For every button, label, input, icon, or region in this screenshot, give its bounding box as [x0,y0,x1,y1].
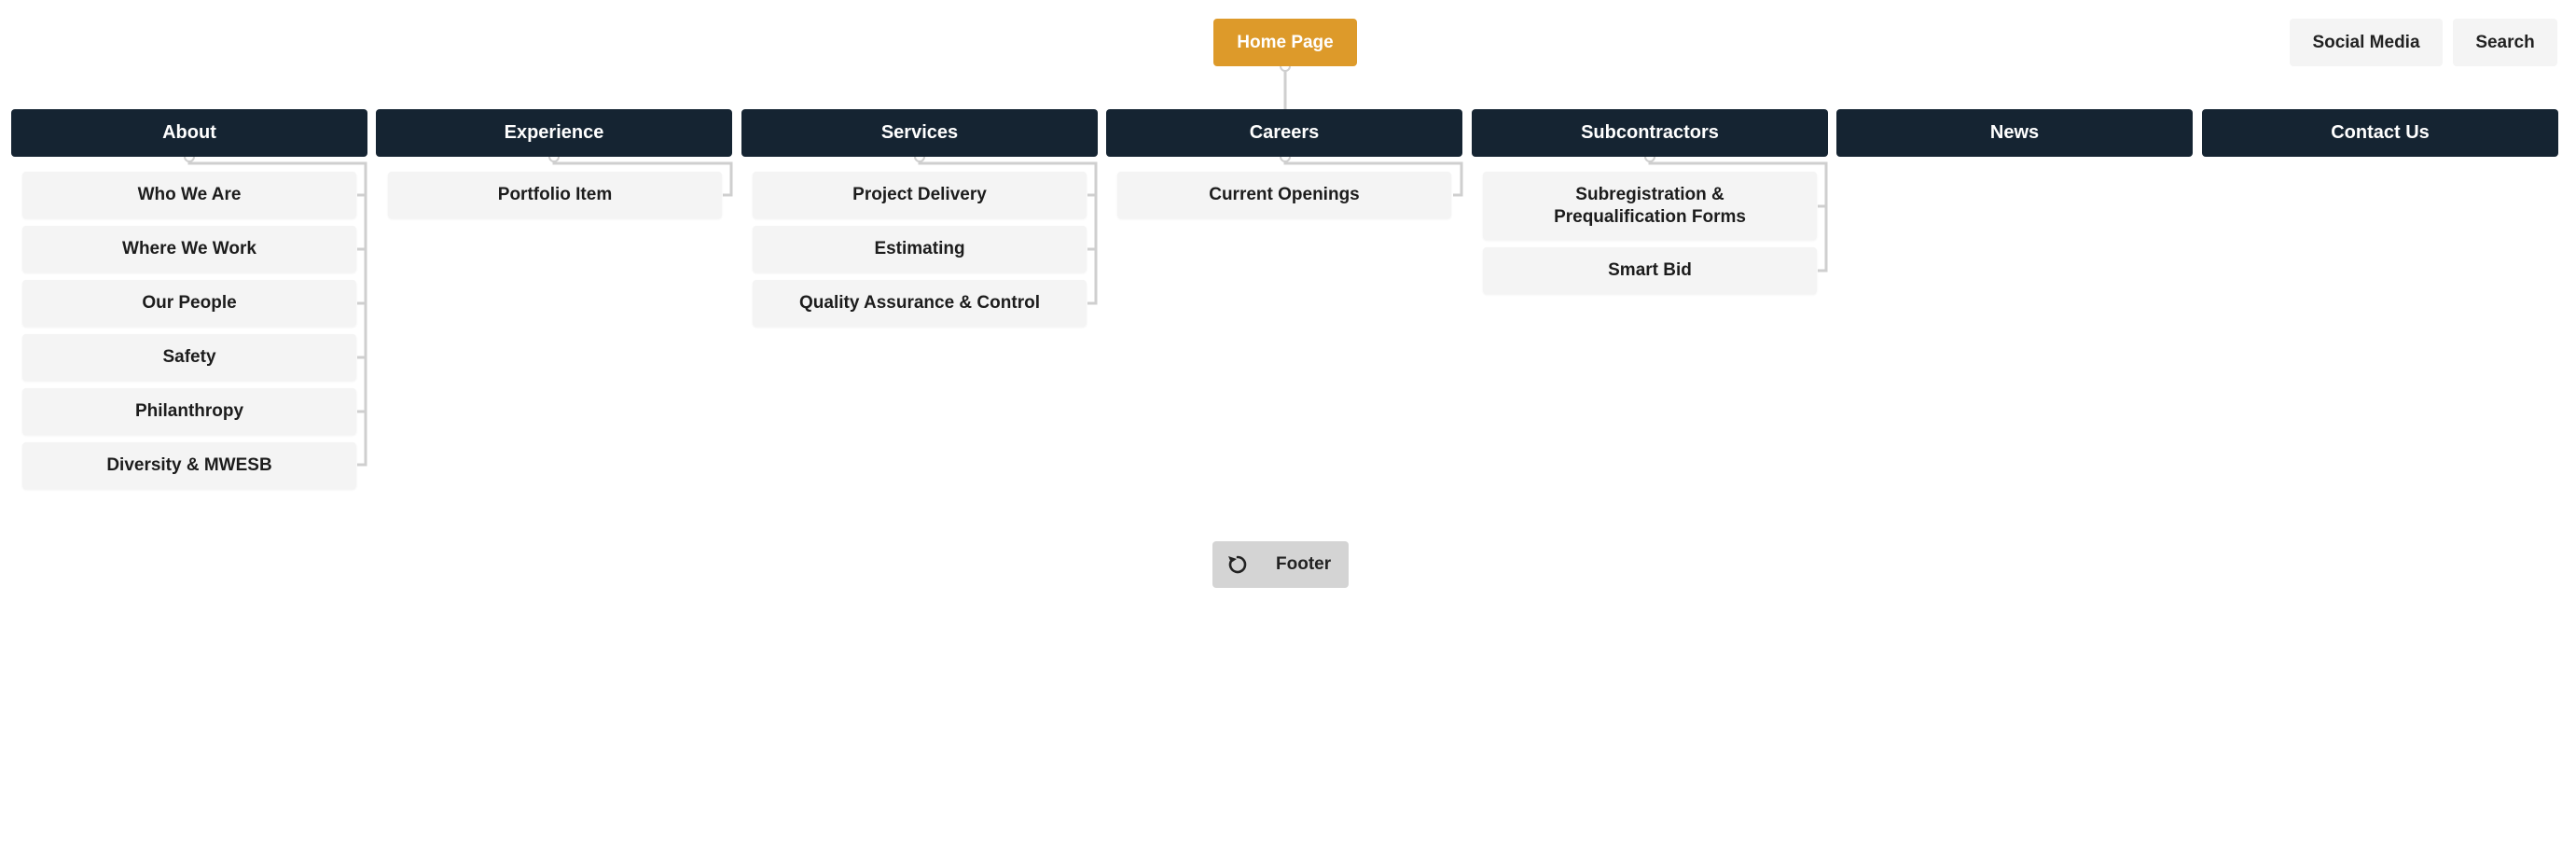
subcontractors-subregistration-forms[interactable]: Subregistration & Prequalification Forms [1483,172,1817,240]
about-who-we-are[interactable]: Who We Are [22,172,356,218]
about-where-we-work[interactable]: Where We Work [22,226,356,272]
subcontractors-smart-bid[interactable]: Smart Bid [1483,247,1817,294]
nav-careers[interactable]: Careers [1106,109,1462,157]
refresh-icon [1226,552,1250,577]
nav-services[interactable]: Services [741,109,1098,157]
nav-contact-us[interactable]: Contact Us [2202,109,2558,157]
about-safety[interactable]: Safety [22,334,356,381]
nav-experience[interactable]: Experience [376,109,732,157]
footer-label: Footer [1276,554,1332,574]
nav-subcontractors[interactable]: Subcontractors [1472,109,1828,157]
about-philanthropy[interactable]: Philanthropy [22,388,356,435]
social-media-button[interactable]: Social Media [2290,19,2443,66]
services-estimating[interactable]: Estimating [753,226,1087,272]
experience-portfolio-item[interactable]: Portfolio Item [388,172,722,218]
about-diversity-mwesb[interactable]: Diversity & MWESB [22,442,356,489]
services-project-delivery[interactable]: Project Delivery [753,172,1087,218]
nav-about[interactable]: About [11,109,367,157]
services-quality-assurance-control[interactable]: Quality Assurance & Control [753,280,1087,327]
footer-node[interactable] [1212,541,1349,588]
home-page-node[interactable]: Home Page [1213,19,1357,66]
about-our-people[interactable]: Our People [22,280,356,327]
nav-news[interactable]: News [1836,109,2193,157]
careers-current-openings[interactable]: Current Openings [1117,172,1451,218]
search-button[interactable]: Search [2453,19,2557,66]
